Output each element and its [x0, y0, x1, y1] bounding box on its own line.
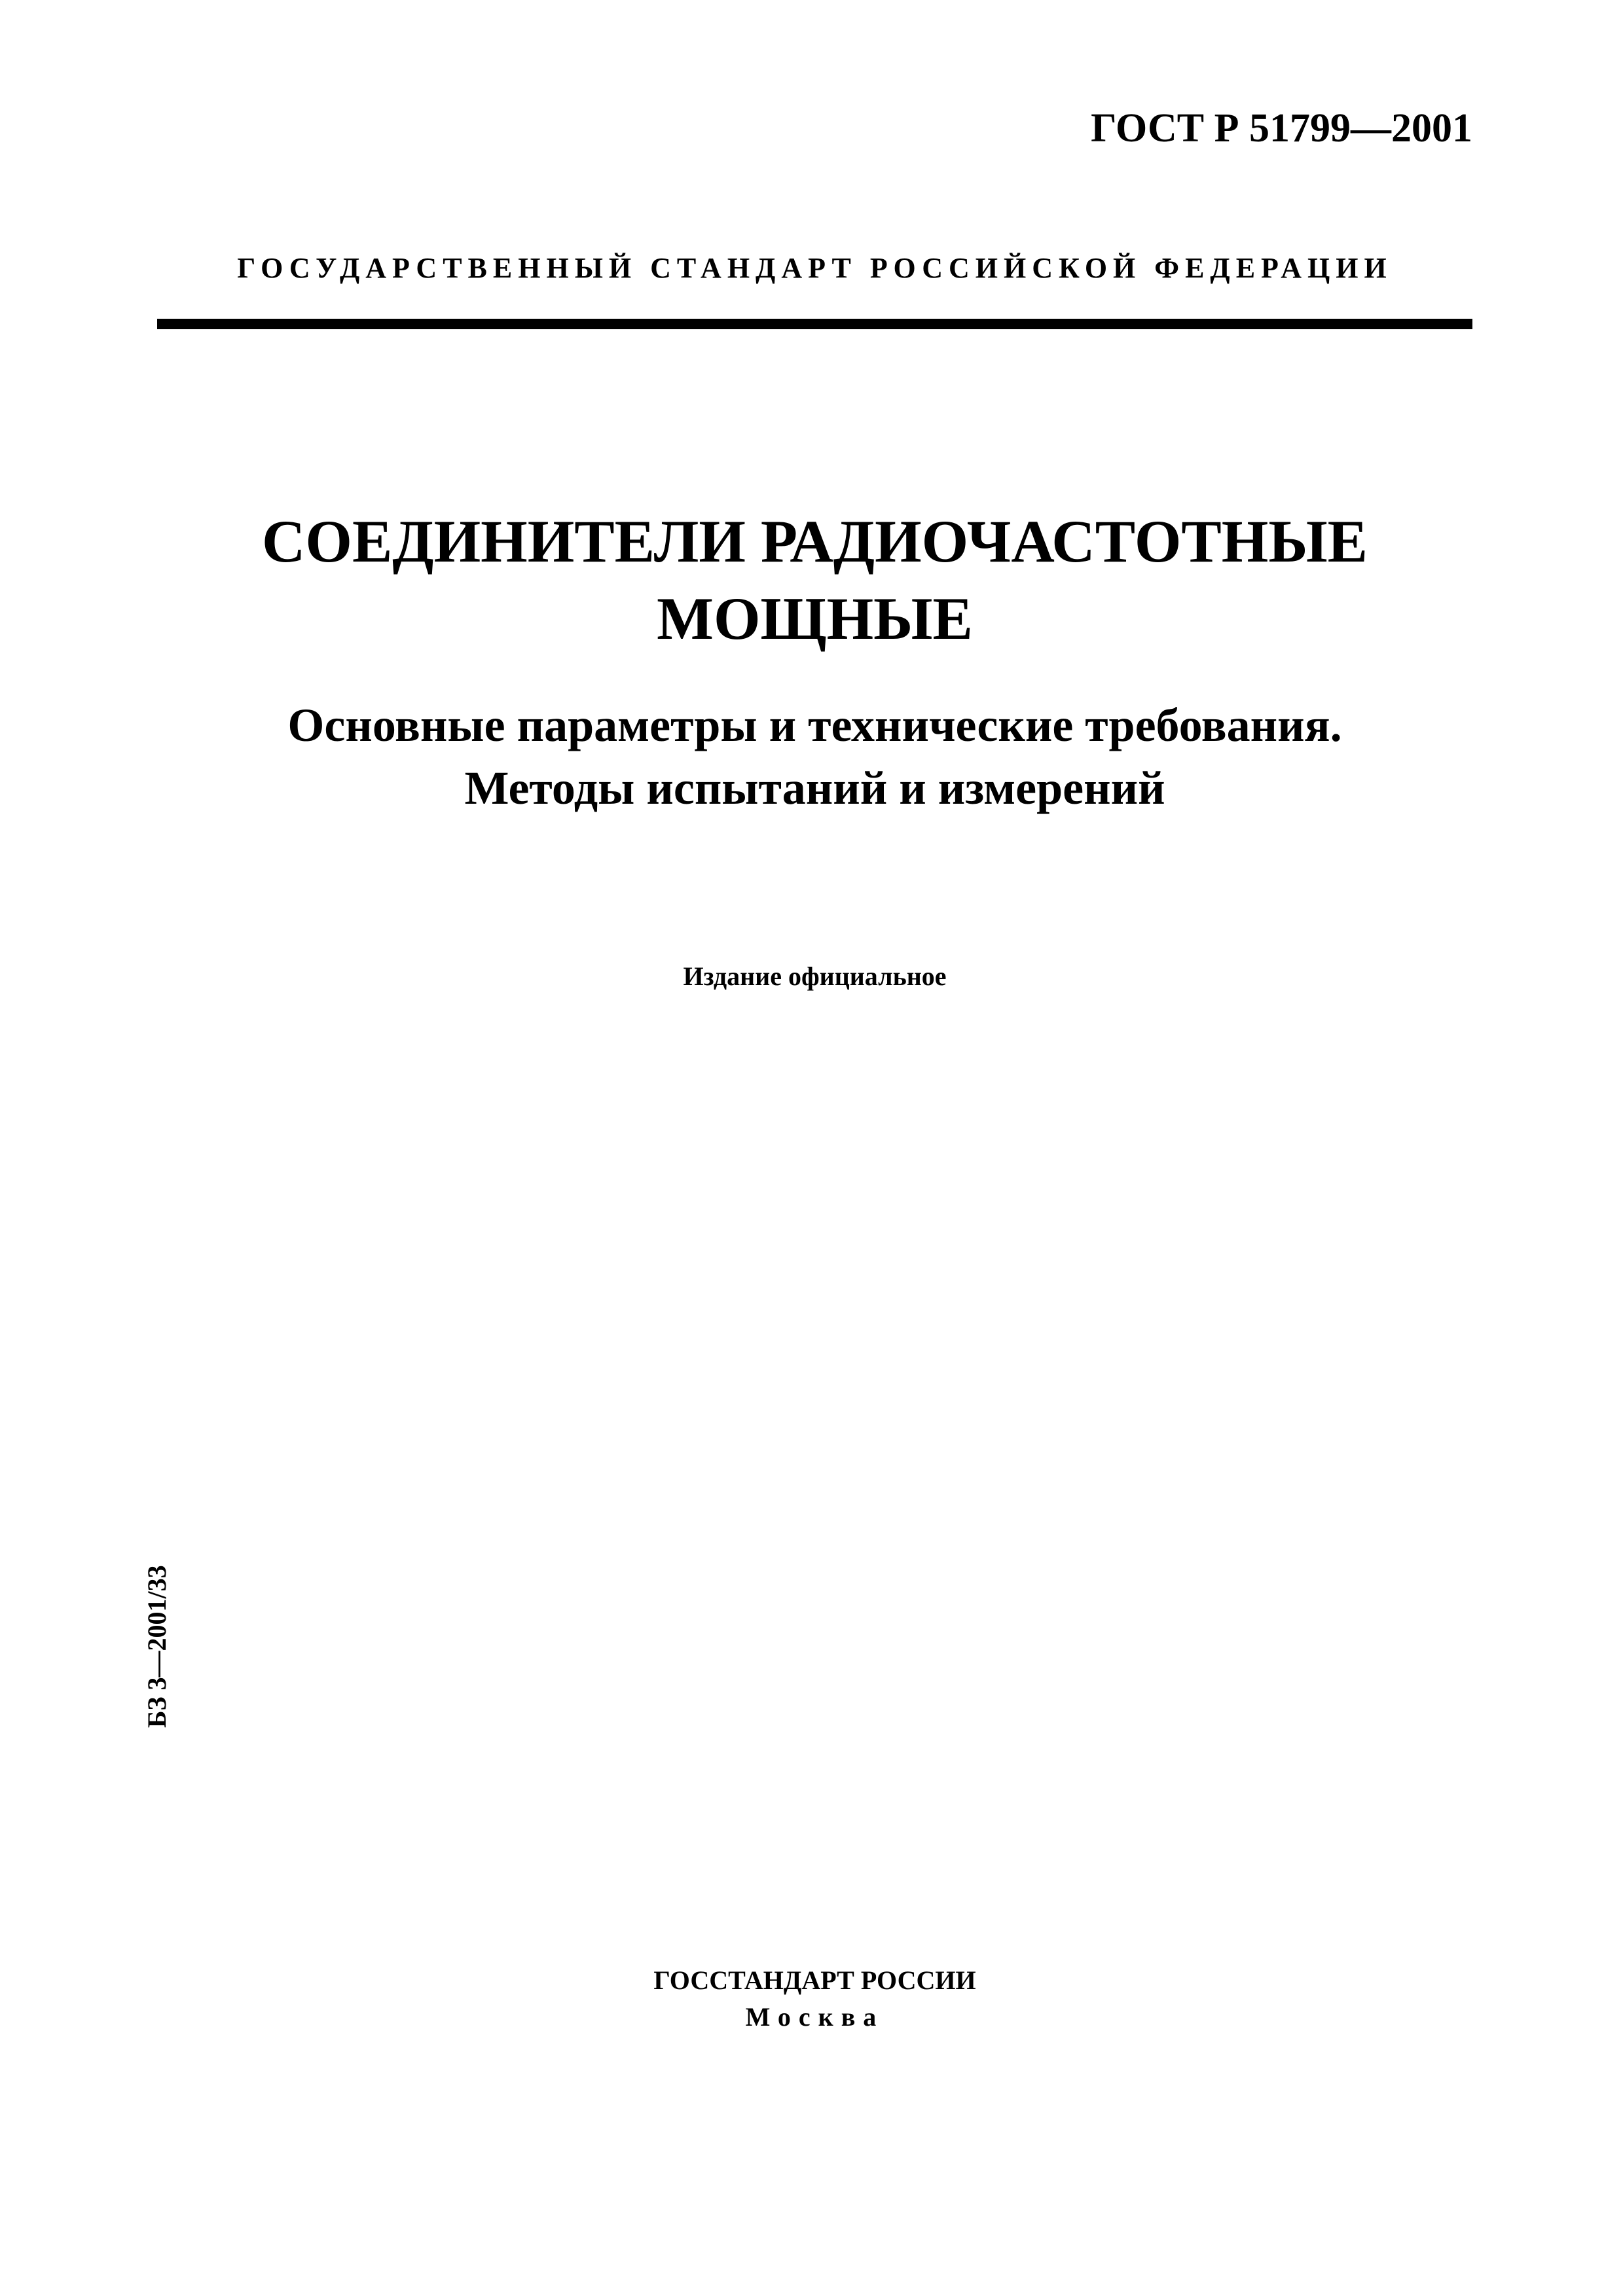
edition-label: Издание официальное	[683, 961, 947, 991]
title-line-1: СОЕДИНИТЕЛИ РАДИОЧАСТОТНЫЕ	[261, 508, 1368, 575]
standard-header: ГОСУДАРСТВЕННЫЙ СТАНДАРТ РОССИЙСКОЙ ФЕДЕРАЦИИ	[237, 252, 1393, 284]
title-line-2: МОЩНЫЕ	[657, 585, 973, 652]
subtitle-line-2: Методы испытаний и измерений	[464, 762, 1165, 814]
header-rule	[157, 319, 1472, 329]
document-number: ГОСТ Р 51799—2001	[1091, 106, 1472, 151]
document-subtitle	[157, 694, 1472, 819]
subtitle-line-1: Основные параметры и технические требования.	[287, 699, 1342, 751]
document-title	[157, 503, 1472, 657]
side-code: БЗ 3—2001/33	[142, 1565, 172, 1728]
publisher-city: Москва	[745, 2002, 884, 2032]
publisher-name: ГОССТАНДАРТ РОССИИ	[653, 1965, 976, 1995]
publisher-block	[157, 1962, 1472, 2036]
